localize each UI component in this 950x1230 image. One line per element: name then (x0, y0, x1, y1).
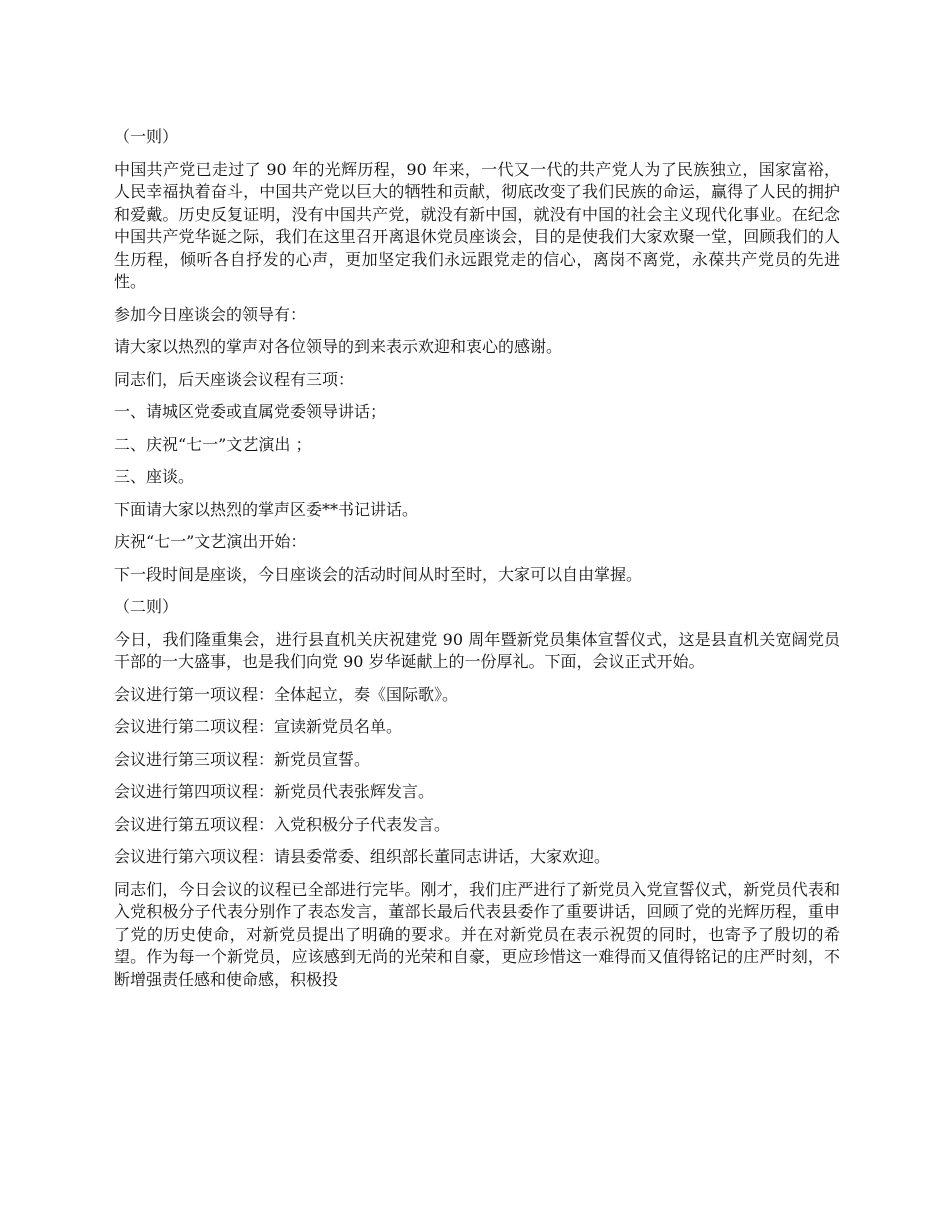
agenda-item-3: 三、座谈。 (114, 467, 195, 486)
ceremony-item-3: 会议进行第三项议程：新党员宣誓。 (114, 749, 371, 769)
ceremony-item-5: 会议进行第五项议程：入党积极分子代表发言。 (114, 814, 451, 834)
section-heading-1: （一则） (114, 127, 179, 146)
agenda-item-1: 一、请城区党委或直属党委领导讲话； (114, 402, 387, 421)
ceremony-item-1: 会议进行第一项议程：全体起立，奏《国际歌》。 (114, 684, 459, 704)
ceremony-item-4: 会议进行第四项议程：新党员代表张辉发言。 (114, 782, 435, 801)
paragraph-agenda-intro: 同志们，后天座谈会议程有三项： (114, 369, 355, 389)
document-body (114, 126, 840, 1001)
paragraph-leaders: 参加今日座谈会的领导有： (114, 304, 307, 324)
paragraph-ceremony-intro: 今日，我们隆重集会，进行县直机关庆祝建党 90 周年暨新党员集体宣誓仪式，这是县直机关宽阔党员干部的一大盛事，也是我们向党 90 岁华诞献上的一份厚礼。下面，会议正式开始。 (114, 629, 840, 671)
section-heading-2: （二则） (114, 597, 179, 616)
agenda-item-2: 二、庆祝“七一”文艺演出 ； (114, 434, 312, 454)
paragraph-intro: 中国共产党已走过了 90 年的光辉历程，90 年来，一代又一代的共产党人为了民族独立，国家富裕，人民幸福执着奋斗，中国共产党以巨大的牺牲和贡献，彻底改变了我们民族的命运，赢得了人民的拥护和爱戴。历史反复证明，没有中国共产党，就没有新中国，就没有中国的社会主义现代化事业。在纪念中国共产党华诞之际，我们在这里召开离退休党员座谈会，目的是使我们大家欢聚一堂，回顾我们的人生历程，倾听各自抒发的心声，更加坚定我们永远跟党走的信心，离岗不离党，永葆共产党员的先进性。 (114, 159, 840, 291)
paragraph-welcome: 请大家以热烈的掌声对各位领导的到来表示欢迎和衷心的感谢。 (114, 337, 563, 356)
paragraph-speech: 下面请大家以热烈的掌声区委**书记讲话。 (114, 499, 419, 519)
ceremony-item-2: 会议进行第二项议程：宣读新党员名单。 (114, 717, 403, 736)
paragraph-closing: 同志们，今日会议的议程已全部进行完毕。刚才，我们庄严进行了新党员入党宣誓仪式，新党员代表和入党积极分子代表分别作了表态发言，董部长最后代表县委作了重要讲话，回顾了党的光辉历程，重申了党的历史使命，对新党员提出了明确的要求。并在对新党员在表示祝贺的同时，也寄予了殷切的希望。作为每一个新党员，应该感到无尚的光荣和自豪，更应珍惜这一难得而又值得铭记的庄严时刻，不断增强责任感和使命感，积极投 (114, 879, 840, 989)
ceremony-item-6: 会议进行第六项议程：请县委常委、组织部长董同志讲话，大家欢迎。 (114, 847, 611, 866)
paragraph-performance: 庆祝“七一”文艺演出开始： (114, 532, 307, 551)
paragraph-discussion: 下一段时间是座谈，今日座谈会的活动时间从时至时，大家可以自由掌握。 (114, 564, 643, 584)
